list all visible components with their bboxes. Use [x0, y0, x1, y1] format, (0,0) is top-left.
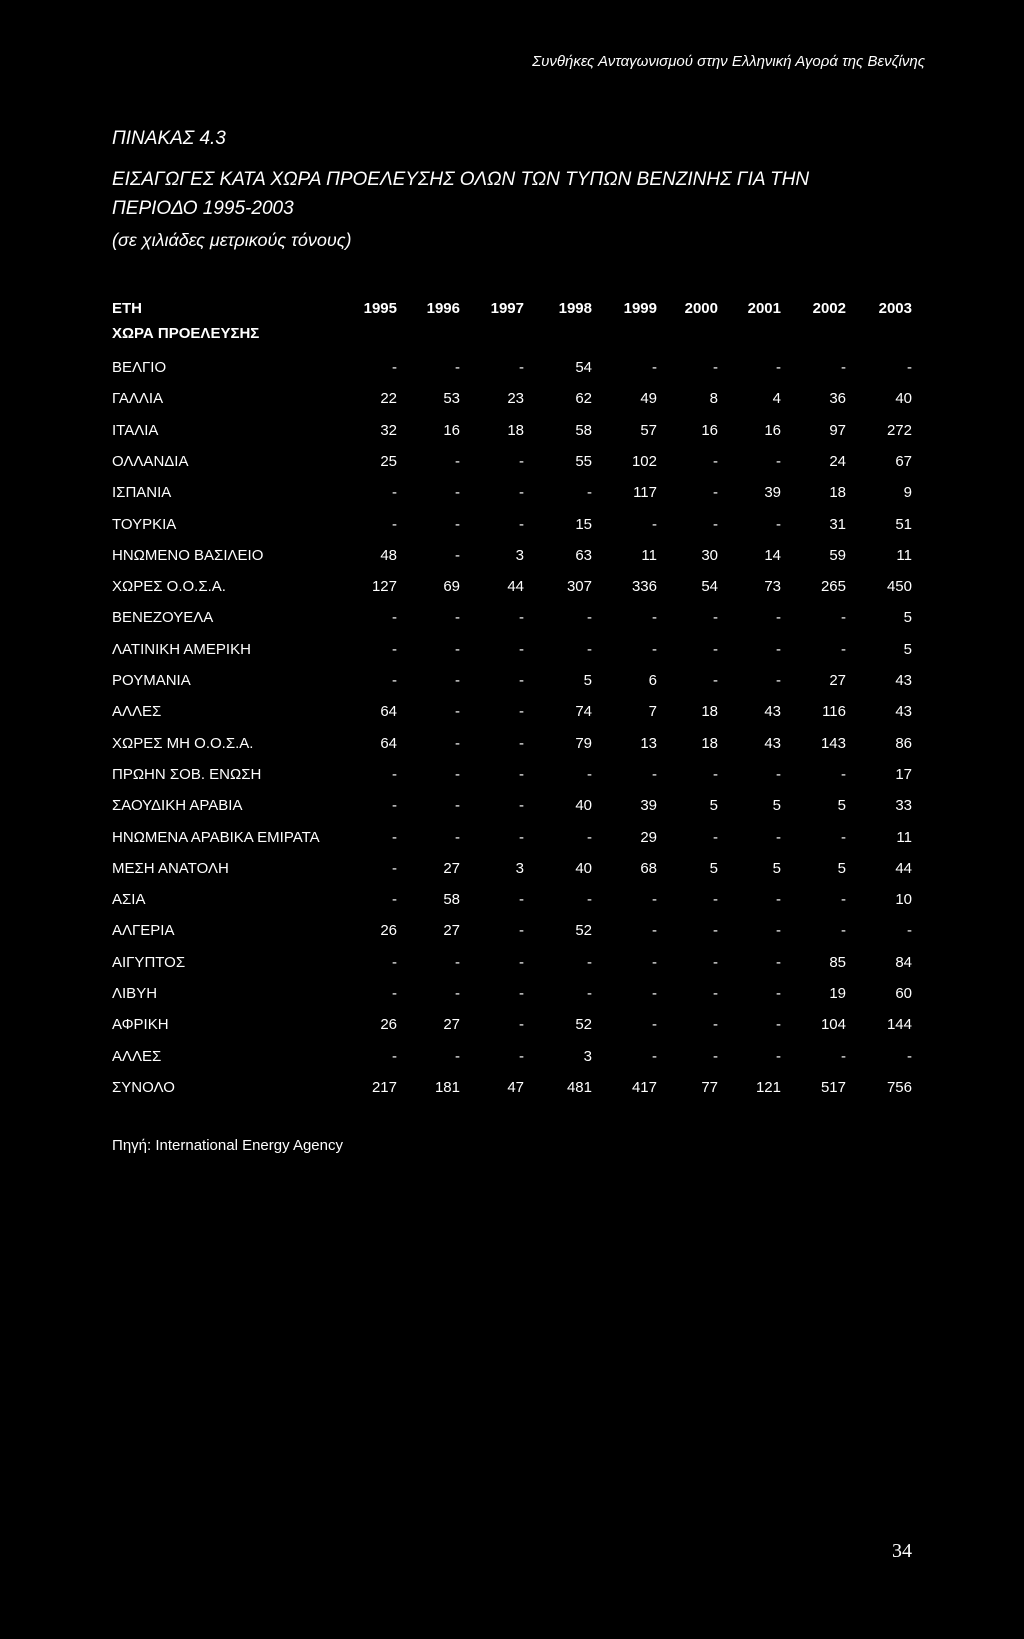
row-label: ΤΟΥΡΚΙΑ — [112, 516, 177, 533]
row-label: ΗΝΩΜΕΝΟ ΒΑΣΙΛΕΙΟ — [112, 547, 264, 564]
table-cell: 49 — [640, 390, 657, 407]
table-cell: - — [455, 359, 460, 376]
row-label: ΑΦΡΙΚΗ — [112, 1016, 169, 1033]
table-cell: 40 — [895, 390, 912, 407]
table-cell: - — [713, 766, 718, 783]
table-cell: 54 — [575, 359, 592, 376]
table-cell: 44 — [895, 860, 912, 877]
table-cell: 15 — [575, 516, 592, 533]
year-header-3: 1998 — [558, 300, 592, 317]
table-cell: - — [713, 672, 718, 689]
table-cell: - — [776, 453, 781, 470]
table-cell: - — [455, 985, 460, 1002]
table-cell: - — [392, 359, 397, 376]
table-cell: 43 — [895, 672, 912, 689]
table-cell: 43 — [764, 703, 781, 720]
table-cell: - — [776, 891, 781, 908]
table-cell: 55 — [575, 453, 592, 470]
table-cell: 104 — [820, 1016, 846, 1033]
table-title-line-1: ΕΙΣΑΓΩΓΕΣ ΚΑΤΑ ΧΩΡΑ ΠΡΟΕΛΕΥΣΗΣ ΟΛΩΝ ΤΩΝ ΤΥΠΩΝ ΒΕΝΖΙΝΗΣ ΓΙΑ ΤΗΝ — [112, 169, 810, 190]
table-title-line-2: ΠΕΡΙΟΔΟ 1995-2003 — [112, 198, 294, 219]
table-cell: 5 — [837, 797, 846, 814]
table-units: (σε χιλιάδες μετρικούς τόνους) — [112, 230, 352, 250]
table-cell: - — [455, 453, 460, 470]
table-cell: 517 — [820, 1079, 846, 1096]
table-cell: 272 — [886, 422, 912, 439]
table-cell: - — [392, 672, 397, 689]
table-cell: - — [776, 829, 781, 846]
year-header-0: 1995 — [363, 300, 397, 317]
table-cell: - — [713, 641, 718, 658]
table-cell: - — [776, 922, 781, 939]
table-cell: 31 — [829, 516, 846, 533]
table-cell: - — [519, 735, 524, 752]
table-cell: - — [455, 954, 460, 971]
year-header-6: 2001 — [747, 300, 781, 317]
table-cell: - — [519, 703, 524, 720]
row-label: ΒΕΝΕΖΟΥΕΛΑ — [112, 609, 214, 626]
table-cell: 18 — [701, 735, 718, 752]
table-cell: 18 — [829, 484, 846, 501]
table-cell: - — [455, 829, 460, 846]
table-cell: 102 — [631, 453, 657, 470]
table-cell: - — [392, 797, 397, 814]
table-cell: 3 — [583, 1048, 592, 1065]
table-cell: 86 — [895, 735, 912, 752]
table-cell: - — [519, 453, 524, 470]
row-label: ΑΣΙΑ — [112, 891, 146, 908]
table-cell: - — [519, 766, 524, 783]
table-cell: - — [652, 609, 657, 626]
table-cell: 5 — [837, 860, 846, 877]
row-label: ΑΛΛΕΣ — [112, 1048, 162, 1065]
table-cell: 59 — [829, 547, 846, 564]
row-label: ΑΛΓΕΡΙΑ — [112, 922, 175, 939]
table-cell: - — [713, 829, 718, 846]
table-cell: 117 — [633, 484, 657, 501]
table-cell: - — [713, 954, 718, 971]
table-cell: 85 — [829, 954, 846, 971]
table-cell: - — [455, 516, 460, 533]
table-cell: - — [519, 516, 524, 533]
table-cell: - — [652, 954, 657, 971]
table-cell: 73 — [764, 578, 781, 595]
table-cell: 23 — [507, 390, 524, 407]
table-cell: - — [519, 954, 524, 971]
table-cell: 143 — [820, 735, 846, 752]
table-cell: 3 — [515, 860, 524, 877]
row-label: ΙΤΑΛΙΑ — [112, 422, 159, 439]
table-cell: - — [455, 797, 460, 814]
table-cell: 11 — [896, 829, 912, 846]
table-cell: 62 — [575, 390, 592, 407]
year-header-1: 1996 — [426, 300, 460, 317]
table-cell: 25 — [380, 453, 397, 470]
table-cell: 57 — [640, 422, 657, 439]
table-cell: 27 — [443, 860, 460, 877]
row-label: ΒΕΛΓΙΟ — [112, 359, 167, 376]
table-cell: - — [455, 547, 460, 564]
table-cell: 417 — [631, 1079, 657, 1096]
table-cell: - — [519, 797, 524, 814]
table-cell: 127 — [371, 578, 397, 595]
table-cell: 48 — [380, 547, 397, 564]
table-cell: 36 — [829, 390, 846, 407]
table-cell: - — [713, 453, 718, 470]
table-cell: - — [776, 359, 781, 376]
row-label: ΙΣΠΑΝΙΑ — [112, 484, 172, 501]
table-cell: - — [713, 985, 718, 1002]
table-cell: 97 — [829, 422, 846, 439]
table-cell: - — [713, 1016, 718, 1033]
table-cell: - — [519, 672, 524, 689]
table-cell: 6 — [648, 672, 657, 689]
table-cell: - — [841, 829, 846, 846]
table-cell: 116 — [822, 703, 846, 720]
table-cell: 58 — [575, 422, 592, 439]
source-note: Πηγή: International Energy Agency — [112, 1137, 343, 1154]
table-cell: - — [392, 484, 397, 501]
table-cell: 67 — [895, 453, 912, 470]
table-cell: - — [587, 609, 592, 626]
table-cell: 32 — [380, 422, 397, 439]
table-cell: - — [519, 484, 524, 501]
table-cell: 44 — [507, 578, 524, 595]
table-cell: 217 — [371, 1079, 397, 1096]
year-header-7: 2002 — [812, 300, 846, 317]
row-label: ΧΩΡΕΣ Ο.Ο.Σ.Α. — [112, 578, 226, 595]
table-cell: - — [519, 829, 524, 846]
row-label: ΛΑΤΙΝΙΚΗ ΑΜΕΡΙΚΗ — [112, 641, 251, 658]
table-cell: 39 — [764, 484, 781, 501]
table-cell: - — [652, 359, 657, 376]
table-cell: - — [519, 1016, 524, 1033]
table-cell: 19 — [829, 985, 846, 1002]
table-cell: 60 — [895, 985, 912, 1002]
table-cell: 54 — [701, 578, 718, 595]
table-cell: 9 — [903, 484, 912, 501]
table-cell: - — [652, 766, 657, 783]
table-cell: 64 — [380, 703, 397, 720]
table-cell: 756 — [886, 1079, 912, 1096]
table-cell: - — [841, 766, 846, 783]
table-cell: - — [713, 891, 718, 908]
row-label: ΗΝΩΜΕΝΑ ΑΡΑΒΙΚΑ ΕΜΙΡΑΤΑ — [112, 829, 320, 846]
table-cell: - — [713, 609, 718, 626]
table-cell: 77 — [701, 1079, 718, 1096]
row-label: ΜΕΣΗ ΑΝΑΤΟΛΗ — [112, 860, 229, 877]
table-cell: - — [587, 891, 592, 908]
row-label: ΓΑΛΛΙΑ — [112, 390, 164, 407]
table-cell: 27 — [443, 922, 460, 939]
table-cell: - — [519, 922, 524, 939]
country-header-label: ΧΩΡΑ ΠΡΟΕΛΕΥΣΗΣ — [112, 325, 260, 342]
table-cell: 68 — [640, 860, 657, 877]
table-cell: 26 — [380, 922, 397, 939]
table-cell: - — [587, 954, 592, 971]
table-cell: 265 — [820, 578, 846, 595]
row-label: ΑΙΓΥΠΤΟΣ — [112, 954, 186, 971]
table-cell: - — [519, 609, 524, 626]
table-cell: 4 — [772, 390, 781, 407]
table-cell: 181 — [434, 1079, 460, 1096]
table-cell: - — [776, 985, 781, 1002]
row-label: ΑΛΛΕΣ — [112, 703, 162, 720]
table-cell: - — [776, 954, 781, 971]
year-header-2: 1997 — [490, 300, 524, 317]
table-cell: 40 — [575, 860, 592, 877]
table-cell: - — [455, 735, 460, 752]
table-cell: 79 — [575, 735, 592, 752]
table-cell: - — [455, 1048, 460, 1065]
table-cell: 18 — [507, 422, 524, 439]
page-number: 34 — [892, 1540, 912, 1562]
table-cell: 69 — [443, 578, 460, 595]
table-cell: 39 — [640, 797, 657, 814]
table-cell: - — [587, 985, 592, 1002]
table-cell: 17 — [895, 766, 912, 783]
table-cell: 14 — [764, 547, 781, 564]
table-cell: 11 — [896, 547, 912, 564]
table-cell: - — [907, 359, 912, 376]
table-cell: - — [392, 891, 397, 908]
table-cell: - — [776, 1016, 781, 1033]
table-cell: - — [392, 954, 397, 971]
table-cell: - — [841, 922, 846, 939]
table-cell: 33 — [895, 797, 912, 814]
year-header-4: 1999 — [623, 300, 657, 317]
table-cell: - — [841, 1048, 846, 1065]
table-cell: - — [519, 359, 524, 376]
table-cell: - — [776, 1048, 781, 1065]
table-cell: 7 — [648, 703, 657, 720]
table-cell: - — [907, 922, 912, 939]
table-cell: - — [455, 609, 460, 626]
year-header-5: 2000 — [684, 300, 718, 317]
table-cell: 27 — [443, 1016, 460, 1033]
table-cell: - — [455, 672, 460, 689]
table-cell: - — [519, 1048, 524, 1065]
table-cell: 16 — [443, 422, 460, 439]
table-cell: 47 — [507, 1079, 524, 1096]
table-cell: 51 — [895, 516, 912, 533]
table-cell: - — [776, 672, 781, 689]
table-cell: 74 — [575, 703, 592, 720]
table-cell: - — [907, 1048, 912, 1065]
table-cell: - — [392, 860, 397, 877]
table-cell: - — [587, 766, 592, 783]
table-cell: 481 — [566, 1079, 592, 1096]
table-cell: - — [652, 516, 657, 533]
table-cell: - — [841, 359, 846, 376]
table-cell: - — [392, 829, 397, 846]
table-cell: 52 — [575, 1016, 592, 1033]
table-cell: - — [841, 891, 846, 908]
table-cell: - — [652, 985, 657, 1002]
table-cell: - — [713, 516, 718, 533]
row-label: ΠΡΩΗΝ ΣΟΒ. ΕΝΩΣΗ — [112, 766, 262, 783]
table-cell: - — [392, 766, 397, 783]
table-cell: 11 — [641, 547, 657, 564]
table-cell: - — [713, 922, 718, 939]
table-cell: 26 — [380, 1016, 397, 1033]
table-cell: - — [455, 703, 460, 720]
running-header: Συνθήκες Ανταγωνισμού στην Ελληνική Αγορά της Βενζίνης — [532, 53, 925, 70]
table-cell: 27 — [829, 672, 846, 689]
row-label: ΧΩΡΕΣ ΜΗ Ο.Ο.Σ.Α. — [112, 735, 254, 752]
table-cell: - — [392, 1048, 397, 1065]
table-cell: - — [587, 829, 592, 846]
table-cell: 307 — [566, 578, 592, 595]
table-cell: 5 — [709, 860, 718, 877]
table-cell: 63 — [575, 547, 592, 564]
table-title-block — [112, 124, 932, 255]
table-cell: 5 — [903, 609, 912, 626]
table-cell: - — [776, 609, 781, 626]
table-cell: 5 — [772, 860, 781, 877]
table-cell: 22 — [380, 390, 397, 407]
table-cell: 52 — [575, 922, 592, 939]
table-cell: 10 — [895, 891, 912, 908]
row-label: ΛΙΒΥΗ — [112, 985, 158, 1002]
table-cell: 336 — [631, 578, 657, 595]
table-cell: 13 — [640, 735, 657, 752]
table-cell: - — [652, 1048, 657, 1065]
table-cell: - — [652, 922, 657, 939]
table-cell: - — [392, 609, 397, 626]
table-cell: - — [841, 609, 846, 626]
table-cell: - — [455, 766, 460, 783]
table-cell: 40 — [575, 797, 592, 814]
table-cell: - — [776, 766, 781, 783]
table-cell: 3 — [515, 547, 524, 564]
table-cell: - — [519, 641, 524, 658]
year-header-8: 2003 — [878, 300, 912, 317]
table-cell: 16 — [764, 422, 781, 439]
table-cell: 53 — [443, 390, 460, 407]
table-cell: 5 — [772, 797, 781, 814]
row-label: ΣΑΟΥΔΙΚΗ ΑΡΑΒΙΑ — [112, 797, 243, 814]
table-cell: - — [713, 484, 718, 501]
table-cell: - — [652, 891, 657, 908]
year-header-label: ΕΤΗ — [112, 300, 142, 317]
table-cell: 16 — [701, 422, 718, 439]
table-cell: 58 — [443, 891, 460, 908]
table-cell: 18 — [701, 703, 718, 720]
table-cell: - — [776, 641, 781, 658]
table-cell: - — [776, 516, 781, 533]
table-cell: - — [587, 641, 592, 658]
table-cell: - — [519, 985, 524, 1002]
table-cell: - — [652, 1016, 657, 1033]
table-label: ΠΙΝΑΚΑΣ 4.3 — [112, 128, 226, 149]
table-cell: 5 — [903, 641, 912, 658]
table-cell: 144 — [886, 1016, 912, 1033]
row-label: ΣΥΝΟΛΟ — [112, 1079, 175, 1096]
table-cell: - — [392, 985, 397, 1002]
table-cell: 29 — [640, 829, 657, 846]
table-cell: - — [392, 516, 397, 533]
table-cell: 8 — [709, 390, 718, 407]
table-cell: - — [455, 641, 460, 658]
table-cell: - — [713, 359, 718, 376]
table-cell: 5 — [583, 672, 592, 689]
table-cell: - — [455, 484, 460, 501]
table-cell: - — [519, 891, 524, 908]
table-cell: 30 — [701, 547, 718, 564]
row-label: ΟΛΛΑΝΔΙΑ — [112, 453, 189, 470]
table-cell: 43 — [764, 735, 781, 752]
table-cell: 24 — [829, 453, 846, 470]
table-cell: 84 — [895, 954, 912, 971]
table-cell: 64 — [380, 735, 397, 752]
table-cell: - — [392, 641, 397, 658]
table-cell: 43 — [895, 703, 912, 720]
table-cell: - — [652, 641, 657, 658]
table-cell: 5 — [709, 797, 718, 814]
table-cell: 450 — [886, 578, 912, 595]
table-cell: - — [841, 641, 846, 658]
table-cell: - — [587, 484, 592, 501]
row-label: ΡΟΥΜΑΝΙΑ — [112, 672, 191, 689]
table-cell: 121 — [755, 1079, 781, 1096]
table-cell: - — [713, 1048, 718, 1065]
